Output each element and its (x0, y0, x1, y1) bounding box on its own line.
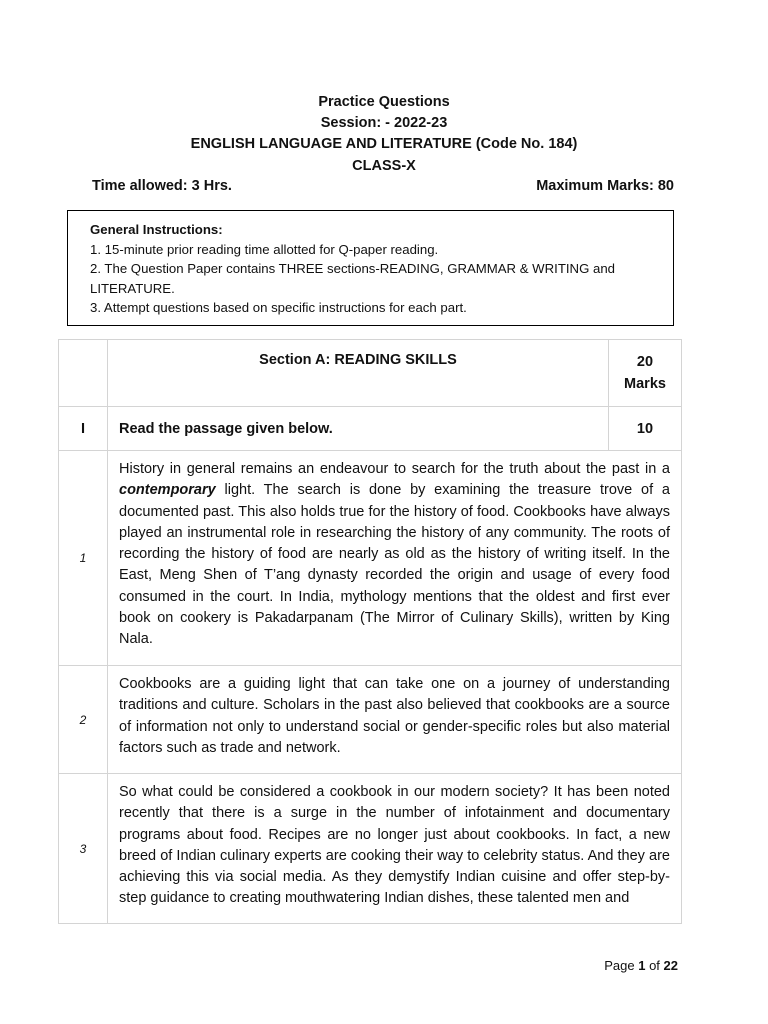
section-title: Section A: READING SKILLS (108, 340, 609, 407)
instruction-item: 2. The Question Paper contains THREE sections-READING, GRAMMAR & WRITING and LITERATURE. (90, 261, 615, 296)
general-instructions-box (67, 210, 674, 326)
instruction-item: 1. 15-minute prior reading time allotted for Q-paper reading. (90, 241, 439, 257)
of-word: of (649, 958, 660, 973)
passage-row (59, 666, 682, 774)
session-line: Session: - 2022-23 (320, 115, 448, 131)
question-row (59, 407, 682, 451)
empty-cell (59, 340, 108, 407)
section-header-row (59, 340, 682, 407)
maximum-marks: Maximum Marks: 80 (536, 178, 674, 194)
paragraph-number: 1 (59, 451, 108, 666)
question-table (58, 339, 682, 924)
paragraph-text: History in general remains an endeavour to search for the truth about the past in a (119, 461, 670, 477)
time-marks-row (92, 178, 674, 194)
passage-row (59, 774, 682, 924)
question-marks: 10 (609, 407, 682, 451)
total-pages: 22 (663, 958, 678, 973)
paragraph-text: light. The search is done by examining the treasure trove of a documented past. This also holds true for the history of food. Cookbooks have always played an instrumental role in researching the history of any community. The roots of recording the history of food are nearly as old as the history of writing itself. In the East, Meng Shen of T’ang dynasty recorded the origin and usage of every food consumed in the court. In India, mythology mentions that the oldest and first ever book on cookery is Pakadarpanam (The Mirror of Culinary Skills), written by King Nala. (119, 482, 670, 648)
paragraph-number: 2 (59, 666, 108, 774)
section-marks-number: 20 (636, 354, 654, 370)
page-number (604, 958, 678, 973)
class-line: CLASS-X (352, 158, 416, 174)
question-number: I (59, 407, 108, 451)
page-word: Page (604, 958, 635, 973)
passage-paragraph: So what could be considered a cookbook in our modern society? It has been noted recently that there is a surge in the number of infotainment and documentary programs about food. Recipes are no longer just about cookbooks. In fact, a new breed of Indian culinary experts are cooking their way to celebrity status. And they are achieving this via social media. As they demystify Indian cuisine and offer step-by-step guidance to creating mouthwatering Indian dishes, these talented men and (108, 774, 682, 924)
doc-title: Practice Questions (318, 94, 450, 110)
paragraph-number: 3 (59, 774, 108, 924)
passage-paragraph (108, 451, 682, 666)
section-marks (609, 340, 682, 407)
question-prompt: Read the passage given below. (108, 407, 609, 451)
section-marks-word: Marks (624, 376, 666, 392)
time-allowed: Time allowed: 3 Hrs. (92, 178, 232, 194)
current-page: 1 (638, 958, 646, 973)
instruction-item: 3. Attempt questions based on specific instructions for each part. (90, 300, 467, 316)
emphasized-word: contemporary (119, 482, 216, 499)
passage-paragraph: Cookbooks are a guiding light that can take one on a journey of understanding traditions and culture. Scholars in the past also believed that cookbooks are a source of information not only to understand social or gender-specific roles but also material factors such as trade and network. (108, 666, 682, 774)
instructions-title: General Instructions: (90, 222, 223, 237)
passage-row (59, 451, 682, 666)
subject-line: ENGLISH LANGUAGE AND LITERATURE (Code No. 184) (190, 136, 578, 152)
